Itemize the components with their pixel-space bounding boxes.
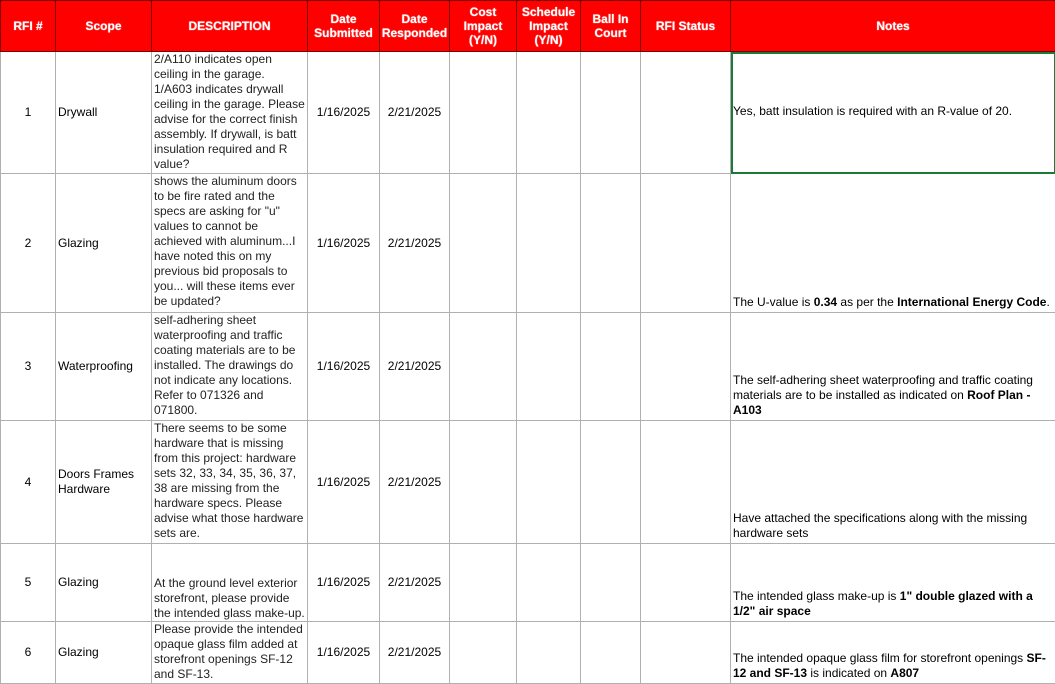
note-text: as per the: [837, 295, 897, 309]
notes-cell[interactable]: [731, 174, 1055, 313]
scope-cell[interactable]: Glazing: [56, 622, 152, 684]
ball-in-court-cell[interactable]: [581, 52, 641, 174]
date-submitted-cell[interactable]: 1/16/2025: [308, 544, 380, 622]
note-text: Have attached the specifications along with the missing hardware sets: [733, 511, 1027, 540]
notes-cell[interactable]: [731, 622, 1055, 684]
rfi-number-cell[interactable]: 2: [1, 174, 56, 313]
note-bold-text: Roof Plan - A103: [733, 388, 1030, 417]
notes-cell[interactable]: [731, 421, 1055, 544]
header-schedule-impact[interactable]: Schedule Impact (Y/N): [517, 1, 581, 52]
description-cell[interactable]: There seems to be some hardware that is missing from this project: hardware sets 32, 33, 34, 35, 36, 37, 38 are missing from the hardware specs. Please advise what those hardware sets are.: [152, 421, 308, 544]
rfi-status-cell[interactable]: [641, 52, 731, 174]
schedule-impact-cell[interactable]: [517, 421, 581, 544]
scope-cell[interactable]: Doors Frames Hardware: [56, 421, 152, 544]
schedule-impact-cell[interactable]: [517, 174, 581, 313]
schedule-impact-cell[interactable]: [517, 52, 581, 174]
notes-cell[interactable]: [731, 544, 1055, 622]
date-submitted-cell[interactable]: 1/16/2025: [308, 313, 380, 421]
note-bold-text: A807: [890, 666, 919, 680]
note-text: The self-adhering sheet waterproofing and traffic coating materials are to be installed as indicated on: [733, 373, 1033, 402]
cost-impact-cell[interactable]: [450, 421, 517, 544]
description-cell[interactable]: 2/A110 indicates open ceiling in the garage. 1/A603 indicates drywall ceiling in the garage. Please advise for the correct finish assembly. If drywall, is batt insulation required and R value?: [152, 52, 308, 174]
date-submitted-cell[interactable]: 1/16/2025: [308, 174, 380, 313]
scope-cell[interactable]: Waterproofing: [56, 313, 152, 421]
header-date-responded[interactable]: Date Responded: [380, 1, 450, 52]
schedule-impact-cell[interactable]: [517, 544, 581, 622]
header-rfi-status[interactable]: RFI Status: [641, 1, 731, 52]
table-row: [1, 544, 1055, 622]
note-bold-text: International Energy Code: [897, 295, 1046, 309]
cost-impact-cell[interactable]: [450, 52, 517, 174]
header-rfi-number[interactable]: RFI #: [1, 1, 56, 52]
date-submitted-cell[interactable]: 1/16/2025: [308, 421, 380, 544]
date-submitted-cell[interactable]: 1/16/2025: [308, 52, 380, 174]
header-description[interactable]: DESCRIPTION: [152, 1, 308, 52]
scope-cell[interactable]: Glazing: [56, 174, 152, 313]
description-cell[interactable]: At the ground level exterior storefront, please provide the intended glass make-up.: [152, 544, 308, 622]
rfi-status-cell[interactable]: [641, 622, 731, 684]
rfi-number-cell[interactable]: 5: [1, 544, 56, 622]
rfi-status-cell[interactable]: [641, 421, 731, 544]
note-text: The intended glass make-up is: [733, 589, 900, 603]
rfi-number-cell[interactable]: 1: [1, 52, 56, 174]
cost-impact-cell[interactable]: [450, 174, 517, 313]
ball-in-court-cell[interactable]: [581, 421, 641, 544]
schedule-impact-cell[interactable]: [517, 622, 581, 684]
date-responded-cell[interactable]: 2/21/2025: [380, 622, 450, 684]
rfi-status-cell[interactable]: [641, 544, 731, 622]
rfi-number-cell[interactable]: 3: [1, 313, 56, 421]
note-text: The intended opaque glass film for storefront openings: [733, 651, 1027, 665]
notes-cell-selected[interactable]: [731, 52, 1055, 174]
date-responded-cell[interactable]: 2/21/2025: [380, 421, 450, 544]
scope-cell[interactable]: Glazing: [56, 544, 152, 622]
note-text: is indicated on: [807, 666, 890, 680]
scope-cell[interactable]: Drywall: [56, 52, 152, 174]
ball-in-court-cell[interactable]: [581, 622, 641, 684]
ball-in-court-cell[interactable]: [581, 544, 641, 622]
note-text: The U-value is: [733, 295, 814, 309]
cost-impact-cell[interactable]: [450, 313, 517, 421]
note-text: .: [1046, 295, 1049, 309]
date-responded-cell[interactable]: 2/21/2025: [380, 52, 450, 174]
note-text: Yes, batt insulation is required with an R-value of 20.: [733, 104, 1012, 118]
header-cost-impact[interactable]: Cost Impact (Y/N): [450, 1, 517, 52]
note-bold-text: 0.34: [814, 295, 837, 309]
table-row: [1, 313, 1055, 421]
header-date-submitted[interactable]: Date Submitted: [308, 1, 380, 52]
description-cell[interactable]: Please provide the intended opaque glass film added at storefront openings SF-12 and SF-13.: [152, 622, 308, 684]
rfi-status-cell[interactable]: [641, 174, 731, 313]
notes-cell[interactable]: [731, 313, 1055, 421]
schedule-impact-cell[interactable]: [517, 313, 581, 421]
ball-in-court-cell[interactable]: [581, 313, 641, 421]
rfi-status-cell[interactable]: [641, 313, 731, 421]
date-responded-cell[interactable]: 2/21/2025: [380, 544, 450, 622]
note-bold-text: SF-12 and SF-13: [733, 651, 1046, 680]
description-cell[interactable]: self-adhering sheet waterproofing and traffic coating materials are to be installed. The drawings do not indicate any locations. Refer to 071326 and 071800.: [152, 313, 308, 421]
ball-in-court-cell[interactable]: [581, 174, 641, 313]
cost-impact-cell[interactable]: [450, 622, 517, 684]
header-notes[interactable]: Notes: [731, 1, 1055, 52]
date-submitted-cell[interactable]: 1/16/2025: [308, 622, 380, 684]
date-responded-cell[interactable]: 2/21/2025: [380, 174, 450, 313]
table-row: [1, 421, 1055, 544]
rfi-number-cell[interactable]: 6: [1, 622, 56, 684]
header-scope[interactable]: Scope: [56, 1, 152, 52]
cost-impact-cell[interactable]: [450, 544, 517, 622]
note-bold-text: 1" double glazed with a 1/2" air space: [733, 589, 1033, 618]
header-row: [1, 1, 1055, 52]
date-responded-cell[interactable]: 2/21/2025: [380, 313, 450, 421]
table-row: [1, 174, 1055, 313]
table-row: [1, 622, 1055, 684]
rfi-number-cell[interactable]: 4: [1, 421, 56, 544]
description-cell[interactable]: shows the aluminum doors to be fire rated and the specs are asking for "u" values to cannot be achieved with aluminum...I have noted this on my previous bid proposals to you... will these items ever be updated?: [152, 174, 308, 313]
header-ball-in-court[interactable]: Ball In Court: [581, 1, 641, 52]
table-row: [1, 52, 1055, 174]
